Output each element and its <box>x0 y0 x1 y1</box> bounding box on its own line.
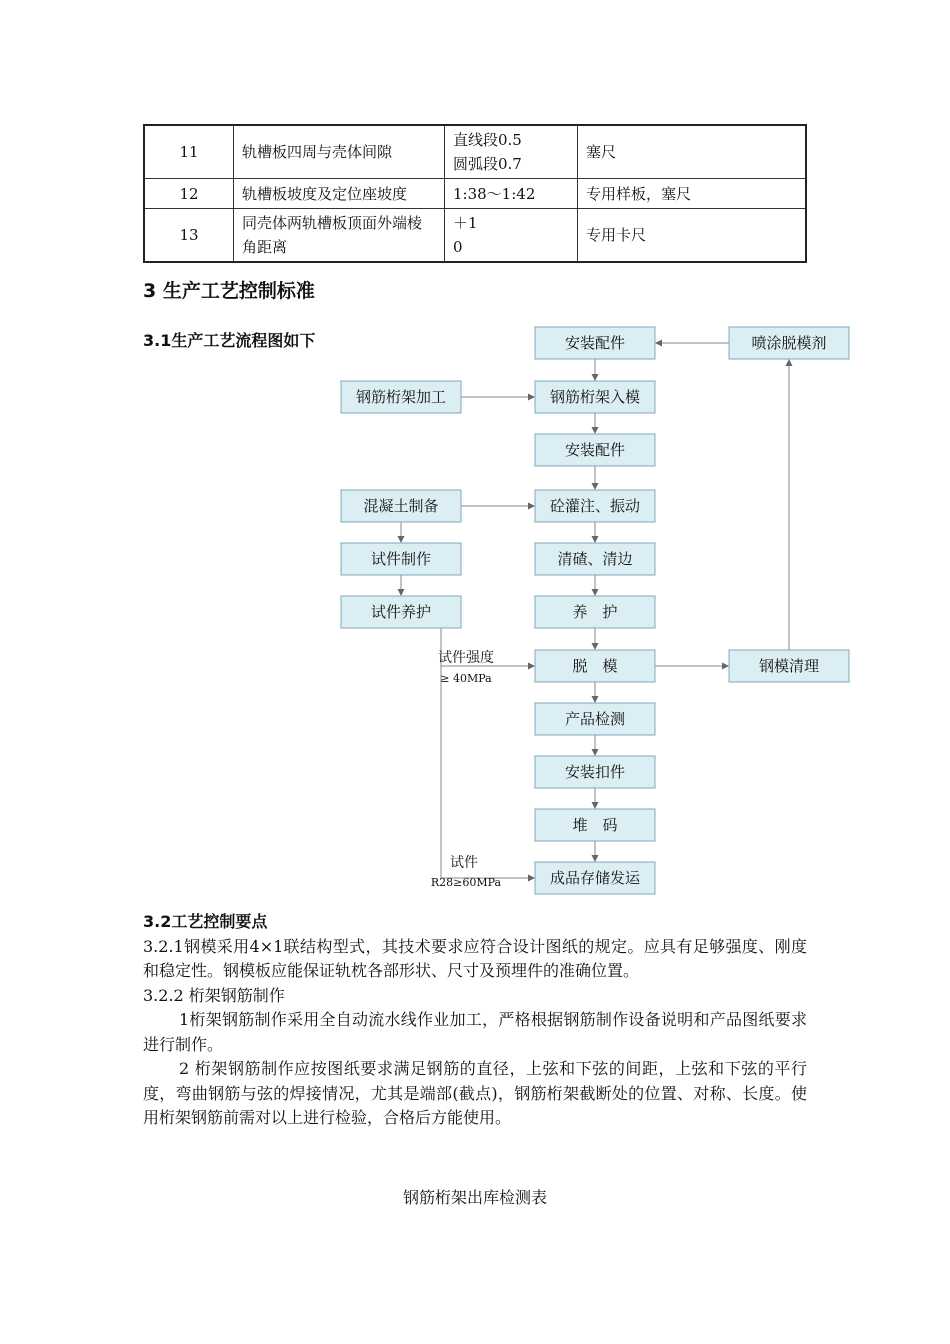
cond-specimen-label: 试件 <box>450 855 478 871</box>
flow-step-main <box>535 650 655 682</box>
cond-specimen-value: R28≥60MPa <box>430 876 502 889</box>
flow-box-label: 砼灌注、振动 <box>549 497 641 515</box>
flow-step-right <box>729 650 849 682</box>
row-number: 12 <box>144 179 234 209</box>
section-3-2-heading: 3.2工艺控制要点 <box>143 912 268 931</box>
flow-box-label: 养 护 <box>572 603 618 621</box>
paragraph-item-2: 2 桁架钢筋制作应按图纸要求满足钢筋的直径，上弦和下弦的间距，上弦和下弦的平行度，弯曲钢筋与弦的焊接情况，尤其是端部(截点)，钢筋桁架截断处的位置、对称、长度。使用桁架钢筋前需对以上进行检验，合格后方能使用。 <box>143 1059 807 1127</box>
flow-arrow-specimen <box>441 666 534 878</box>
flow-box-label: 钢模清理 <box>758 657 820 675</box>
flow-step-main <box>535 327 655 359</box>
paragraph-3-2-2: 3.2.2 桁架钢筋制作 <box>143 985 285 1005</box>
flow-box-label: 脱 模 <box>572 657 618 675</box>
flow-box-label: 钢筋桁架入模 <box>549 388 641 406</box>
section-3-1-heading: 3.1生产工艺流程图如下 <box>143 331 316 350</box>
paragraph-item-1: 1桁架钢筋制作采用全自动流水线作业加工，严格根据钢筋制作设备说明和产品图纸要求进行制作。 <box>143 1010 807 1054</box>
row-number: 11 <box>144 125 234 179</box>
row-number: 13 <box>144 209 234 263</box>
flow-step-main <box>535 756 655 788</box>
flow-step-left <box>341 381 461 413</box>
flow-step-main <box>535 703 655 735</box>
flow-box-label: 安装配件 <box>564 334 626 352</box>
row-item: 同壳体两轨槽板顶面外端棱角距离 <box>234 209 445 263</box>
flow-box-label: 钢筋桁架加工 <box>355 388 447 406</box>
flow-step-left <box>341 490 461 522</box>
flow-box-label: 试件制作 <box>370 550 432 568</box>
paragraph-3-2-1: 3.2.1钢模采用4×1联结构型式，其技术要求应符合设计图纸的规定。应具有足够强度、刚度和稳定性。钢模板应能保证轨枕各部形状、尺寸及预埋件的准确位置。 <box>143 936 807 980</box>
flow-step-left <box>341 543 461 575</box>
flow-step-right <box>729 327 849 359</box>
flow-box-label: 产品检测 <box>564 710 626 728</box>
row-item: 轨槽板坡度及定位座坡度 <box>234 179 445 209</box>
flow-box-label: 安装扣件 <box>564 763 626 781</box>
table-caption: 钢筋桁架出库检测表 <box>402 1188 547 1207</box>
cond-strength-label: 试件强度 <box>438 650 494 666</box>
flow-box-label: 堆 码 <box>572 816 618 834</box>
flow-box-label: 试件养护 <box>370 603 432 621</box>
row-tolerance: 直线段0.5 圆弧段0.7 <box>445 125 578 179</box>
row-tolerance: ＋1 0 <box>445 209 578 263</box>
flow-box-label: 混凝土制备 <box>363 497 439 515</box>
row-method: 塞尺 <box>578 125 807 179</box>
flow-box-label: 成品存储发运 <box>549 869 641 887</box>
flow-step-main <box>535 490 655 522</box>
flow-box-label: 清碴、清边 <box>557 550 633 568</box>
flow-nodes <box>341 327 849 894</box>
flow-step-main <box>535 434 655 466</box>
row-method: 专用卡尺 <box>578 209 807 263</box>
section-3-heading: 3 生产工艺控制标准 <box>143 280 315 302</box>
flow-step-main <box>535 381 655 413</box>
row-method: 专用样板，塞尺 <box>578 179 807 209</box>
row-tolerance: 1:38～1:42 <box>445 179 578 209</box>
process-control-points <box>143 910 807 1131</box>
row-item: 轨槽板四周与壳体间隙 <box>234 125 445 179</box>
flow-box-label: 安装配件 <box>564 441 626 459</box>
flow-step-main <box>535 862 655 894</box>
flow-step-left <box>341 596 461 628</box>
flow-step-main <box>535 596 655 628</box>
cond-strength-value: ≥ 40MPa <box>440 672 492 685</box>
flow-step-main <box>535 809 655 841</box>
flow-box-label: 喷涂脱模剂 <box>751 334 827 352</box>
flow-step-main <box>535 543 655 575</box>
